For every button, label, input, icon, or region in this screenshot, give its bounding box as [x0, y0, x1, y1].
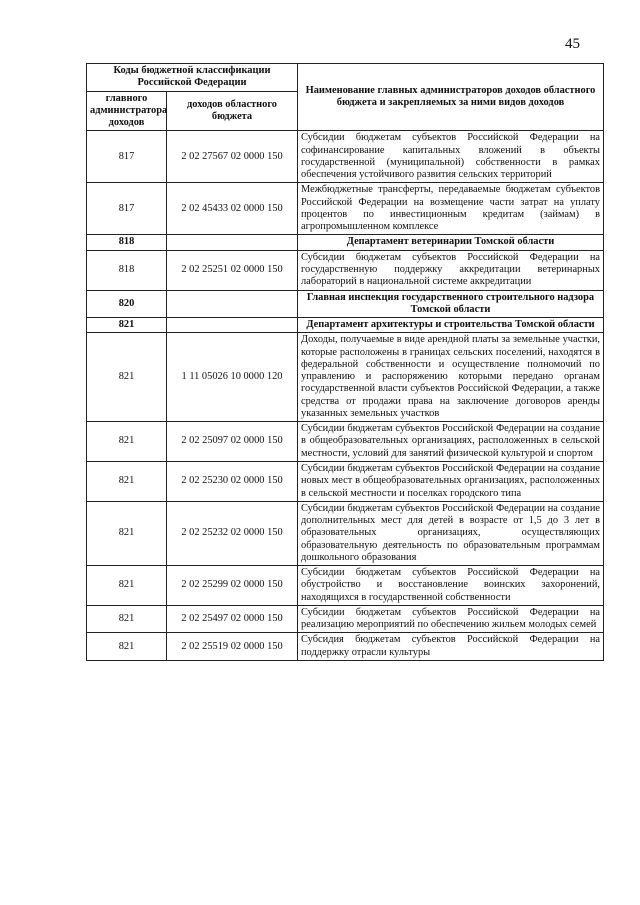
admin-code-cell: 821 — [87, 605, 167, 633]
table-row — [87, 501, 604, 565]
income-code-cell: 2 02 25097 02 0000 150 — [167, 422, 298, 462]
admin-code-cell: 818 — [87, 250, 167, 290]
table-row — [87, 566, 604, 606]
income-code-cell: 2 02 25232 02 0000 150 — [167, 501, 298, 565]
admin-code-cell: 821 — [87, 333, 167, 422]
income-code-cell: 2 02 25299 02 0000 150 — [167, 566, 298, 606]
income-code-cell — [167, 318, 298, 333]
table-row — [87, 633, 604, 661]
description-cell: Субсидии бюджетам субъектов Российской Федерации на реализацию мероприятий по обеспечению жильем молодых семей — [298, 605, 604, 633]
description-cell: Субсидии бюджетам субъектов Российской Федерации на софинансирование капитальных вложений в объекты государственной (муниципальной) собственности в рамках обеспечения устойчивого развития сельских территорий — [298, 131, 604, 183]
table-row — [87, 183, 604, 235]
admin-code-cell: 821 — [87, 566, 167, 606]
budget-codes-table — [86, 63, 604, 661]
admin-code-cell: 821 — [87, 633, 167, 661]
admin-code-cell: 821 — [87, 318, 167, 333]
income-code-cell — [167, 235, 298, 250]
admin-code-cell: 820 — [87, 290, 167, 318]
description-cell: Главная инспекция государственного строительного надзора Томской области — [298, 290, 604, 318]
description-cell: Субсидия бюджетам субъектов Российской Федерации на поддержку отрасли культуры — [298, 633, 604, 661]
description-cell: Субсидии бюджетам субъектов Российской Федерации на создание дополнительных мест для детей в возрасте от 1,5 до 3 лет в образовательных организациях, осуществляющих образовательную деятельность по образовательным программам дошкольного образования — [298, 501, 604, 565]
table-body — [87, 131, 604, 661]
codes-group-header: Коды бюджетной классификации Российской Федерации — [87, 64, 298, 92]
income-code-cell: 1 11 05026 10 0000 120 — [167, 333, 298, 422]
department-row — [87, 290, 604, 318]
description-cell: Субсидии бюджетам субъектов Российской Федерации на государственную поддержку аккредитации ветеринарных лабораторий в национальной системе аккредитации — [298, 250, 604, 290]
income-code-cell: 2 02 25519 02 0000 150 — [167, 633, 298, 661]
admin-code-cell: 821 — [87, 461, 167, 501]
description-cell: Субсидии бюджетам субъектов Российской Федерации на создание новых мест в общеобразовательных организациях, расположенных в сельской местности и поселках городского типа — [298, 461, 604, 501]
table-row — [87, 333, 604, 422]
income-column-header: доходов областного бюджета — [167, 91, 298, 131]
description-cell: Доходы, получаемые в виде арендной платы за земельные участки, которые расположены в границах сельских поселений, находятся в федеральной собственности и осуществление полномочий по управлению и распоряжению которыми передано органам государственной власти субъектов Российской Федерации, а также средства от продажи права на заключение договоров аренды указанных земельных участков — [298, 333, 604, 422]
admin-code-cell: 817 — [87, 183, 167, 235]
table-row — [87, 131, 604, 183]
page-number: 45 — [565, 36, 580, 52]
department-row — [87, 235, 604, 250]
admin-code-cell: 821 — [87, 422, 167, 462]
department-row — [87, 318, 604, 333]
description-cell: Субсидии бюджетам субъектов Российской Федерации на обустройство и восстановление воинских захоронений, находящихся в государственной собственности — [298, 566, 604, 606]
income-code-cell: 2 02 27567 02 0000 150 — [167, 131, 298, 183]
description-cell: Субсидии бюджетам субъектов Российской Федерации на создание в общеобразовательных организациях, расположенных в сельской местности, условий для занятий физической культурой и спортом — [298, 422, 604, 462]
table-row — [87, 605, 604, 633]
admin-column-header: главного администратора доходов — [87, 91, 167, 131]
description-cell: Межбюджетные трансферты, передаваемые бюджетам субъектов Российской Федерации на возмещение части затрат на уплату процентов по инвестиционным кредитам (займам) в агропромышленном комплексе — [298, 183, 604, 235]
income-code-cell — [167, 290, 298, 318]
admin-code-cell: 818 — [87, 235, 167, 250]
description-cell: Департамент архитектуры и строительства Томской области — [298, 318, 604, 333]
table-row — [87, 422, 604, 462]
admin-code-cell: 817 — [87, 131, 167, 183]
description-cell: Департамент ветеринарии Томской области — [298, 235, 604, 250]
name-column-header: Наименование главных администраторов доходов областного бюджета и закрепляемых за ними видов доходов — [298, 64, 604, 131]
admin-code-cell: 821 — [87, 501, 167, 565]
income-code-cell: 2 02 25497 02 0000 150 — [167, 605, 298, 633]
table-header-row — [87, 64, 604, 92]
table-row — [87, 461, 604, 501]
income-code-cell: 2 02 25230 02 0000 150 — [167, 461, 298, 501]
income-code-cell: 2 02 25251 02 0000 150 — [167, 250, 298, 290]
table-row — [87, 250, 604, 290]
income-code-cell: 2 02 45433 02 0000 150 — [167, 183, 298, 235]
